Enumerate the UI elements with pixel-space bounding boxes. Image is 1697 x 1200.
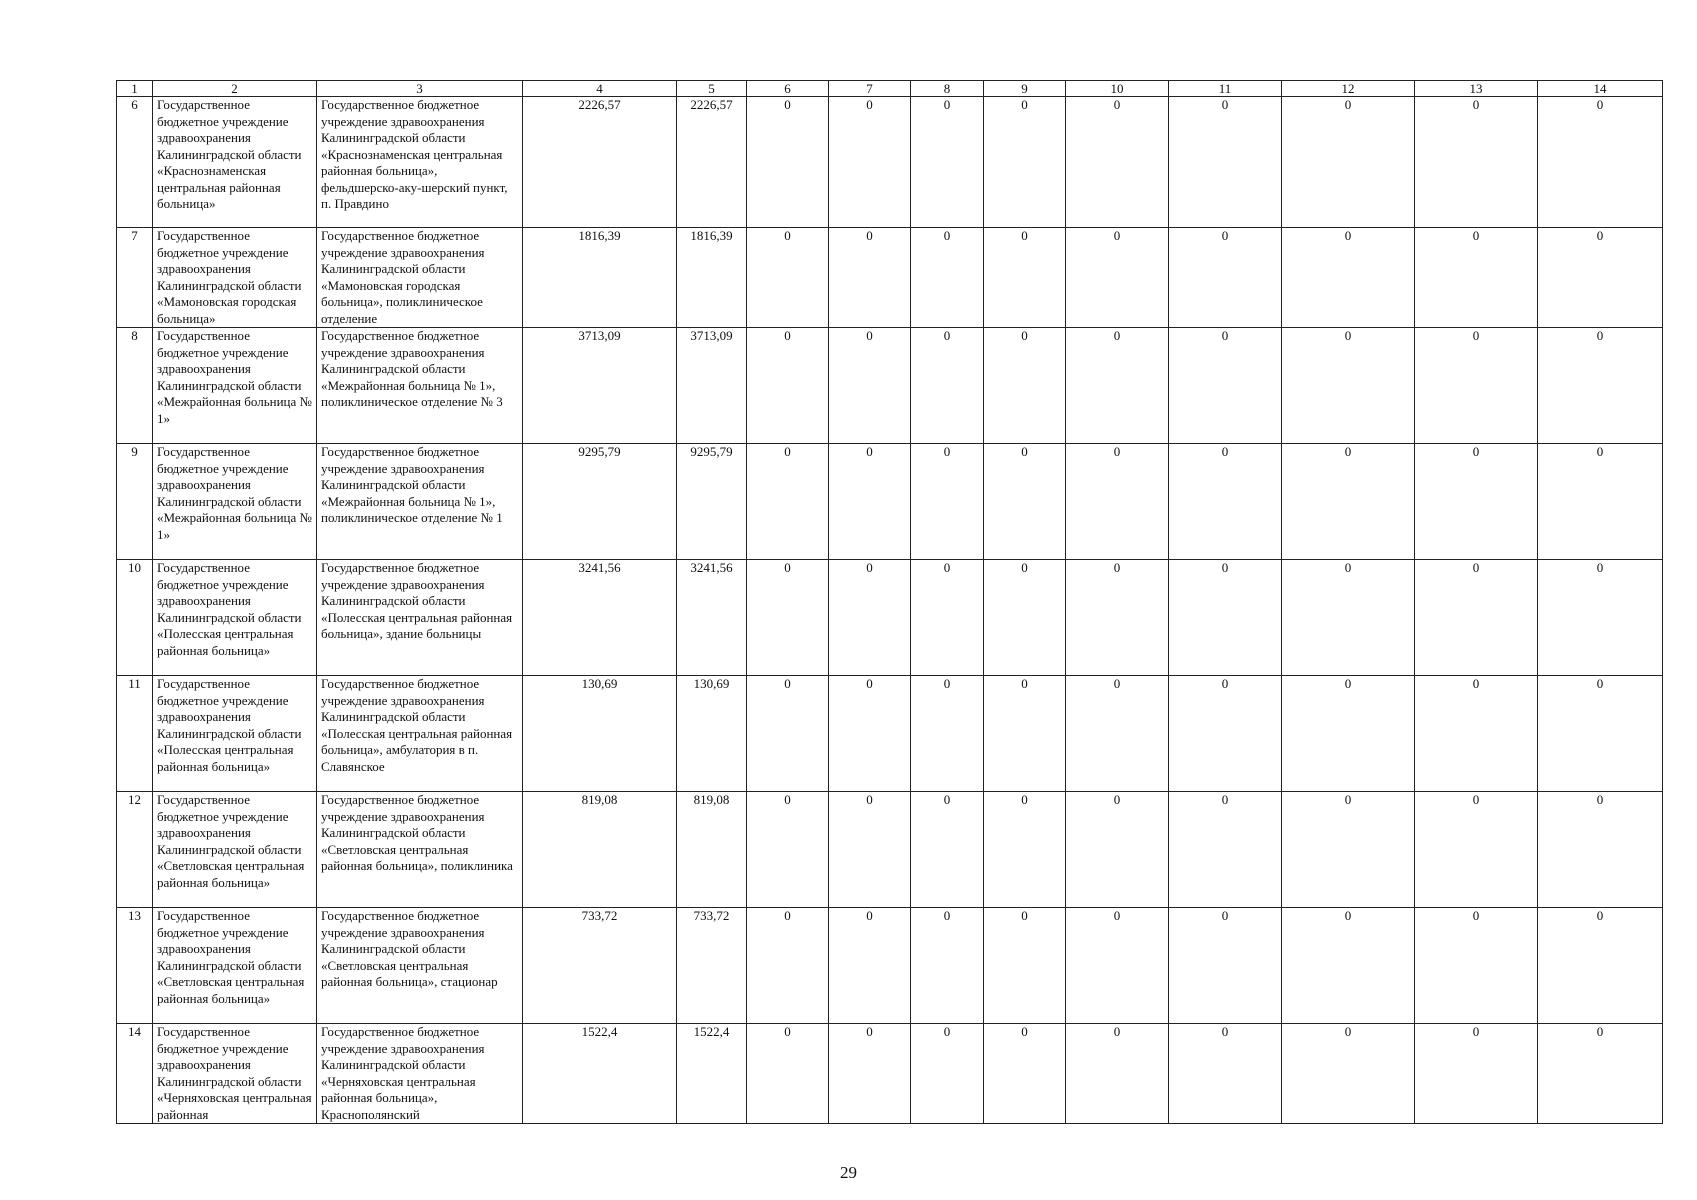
value-col4-cell: 1522,4 [523,1024,677,1124]
organization-cell: Государственное бюджетное учреждение здравоохранения Калининградской области «Межрайонная больница № 1» [153,328,317,444]
table-body [117,97,1663,1124]
column-number-12: 12 [1282,81,1415,97]
value-col12-cell: 0 [1282,328,1415,444]
value-col9-cell: 0 [984,228,1066,328]
value-col5-cell: 1816,39 [677,228,747,328]
value-col7-cell: 0 [829,328,911,444]
table-row [117,444,1663,560]
value-col6-cell: 0 [747,908,829,1024]
document-page [116,80,1662,1124]
facility-cell: Государственное бюджетное учреждение здравоохранения Калининградской области «Светловская центральная районная больница», поликлиника [317,792,523,908]
value-col4-cell: 2226,57 [523,97,677,228]
value-col12-cell: 0 [1282,560,1415,676]
row-number-cell: 14 [117,1024,153,1124]
row-number-cell: 7 [117,228,153,328]
row-number-cell: 9 [117,444,153,560]
value-col11-cell: 0 [1169,228,1282,328]
row-number-cell: 6 [117,97,153,228]
value-col9-cell: 0 [984,1024,1066,1124]
column-number-header-row [117,81,1663,97]
column-number-13: 13 [1415,81,1538,97]
table-row [117,676,1663,792]
row-number-cell: 11 [117,676,153,792]
value-col14-cell: 0 [1538,792,1663,908]
page-number: 29 [840,1163,857,1182]
facility-cell: Государственное бюджетное учреждение здравоохранения Калининградской области «Межрайонная больница № 1», поликлиническое отделение № 1 [317,444,523,560]
table-row [117,792,1663,908]
value-col9-cell: 0 [984,908,1066,1024]
value-col6-cell: 0 [747,560,829,676]
value-col10-cell: 0 [1066,228,1169,328]
value-col14-cell: 0 [1538,1024,1663,1124]
row-number-cell: 13 [117,908,153,1024]
column-number-1: 1 [117,81,153,97]
value-col11-cell: 0 [1169,560,1282,676]
value-col8-cell: 0 [911,328,984,444]
value-col13-cell: 0 [1415,444,1538,560]
value-col9-cell: 0 [984,444,1066,560]
value-col10-cell: 0 [1066,444,1169,560]
value-col12-cell: 0 [1282,97,1415,228]
value-col9-cell: 0 [984,792,1066,908]
value-col6-cell: 0 [747,444,829,560]
value-col12-cell: 0 [1282,908,1415,1024]
table-row [117,560,1663,676]
value-col4-cell: 3713,09 [523,328,677,444]
value-col8-cell: 0 [911,908,984,1024]
column-number-6: 6 [747,81,829,97]
value-col6-cell: 0 [747,676,829,792]
value-col12-cell: 0 [1282,792,1415,908]
value-col5-cell: 130,69 [677,676,747,792]
table-row [117,97,1663,228]
value-col6-cell: 0 [747,792,829,908]
value-col7-cell: 0 [829,97,911,228]
value-col6-cell: 0 [747,328,829,444]
column-number-11: 11 [1169,81,1282,97]
value-col10-cell: 0 [1066,676,1169,792]
column-number-5: 5 [677,81,747,97]
value-col5-cell: 819,08 [677,792,747,908]
value-col10-cell: 0 [1066,328,1169,444]
organization-cell: Государственное бюджетное учреждение здравоохранения Калининградской области «Светловская центральная районная больница» [153,792,317,908]
value-col10-cell: 0 [1066,97,1169,228]
value-col14-cell: 0 [1538,560,1663,676]
column-number-10: 10 [1066,81,1169,97]
facility-cell: Государственное бюджетное учреждение здравоохранения Калининградской области «Светловская центральная районная больница», стационар [317,908,523,1024]
value-col8-cell: 0 [911,97,984,228]
value-col11-cell: 0 [1169,97,1282,228]
value-col14-cell: 0 [1538,676,1663,792]
value-col4-cell: 733,72 [523,908,677,1024]
value-col10-cell: 0 [1066,908,1169,1024]
column-number-3: 3 [317,81,523,97]
value-col14-cell: 0 [1538,908,1663,1024]
value-col7-cell: 0 [829,444,911,560]
value-col11-cell: 0 [1169,1024,1282,1124]
organization-cell: Государственное бюджетное учреждение здравоохранения Калининградской области «Межрайонная больница № 1» [153,444,317,560]
value-col11-cell: 0 [1169,328,1282,444]
value-col5-cell: 9295,79 [677,444,747,560]
value-col7-cell: 0 [829,560,911,676]
row-number-cell: 12 [117,792,153,908]
value-col4-cell: 1816,39 [523,228,677,328]
value-col7-cell: 0 [829,676,911,792]
table-row [117,1024,1663,1124]
value-col6-cell: 0 [747,228,829,328]
value-col12-cell: 0 [1282,1024,1415,1124]
column-number-7: 7 [829,81,911,97]
value-col7-cell: 0 [829,792,911,908]
facility-cell: Государственное бюджетное учреждение здравоохранения Калининградской области «Краснознаменская центральная районная больница», фельдшерско-аку-шерский пункт, п. Правдино [317,97,523,228]
facility-cell: Государственное бюджетное учреждение здравоохранения Калининградской области «Черняховская центральная районная больница», Краснополянский [317,1024,523,1124]
value-col11-cell: 0 [1169,908,1282,1024]
value-col5-cell: 3241,56 [677,560,747,676]
value-col13-cell: 0 [1415,676,1538,792]
value-col8-cell: 0 [911,792,984,908]
value-col14-cell: 0 [1538,328,1663,444]
value-col5-cell: 3713,09 [677,328,747,444]
organization-cell: Государственное бюджетное учреждение здравоохранения Калининградской области «Черняховская центральная районная [153,1024,317,1124]
organization-cell: Государственное бюджетное учреждение здравоохранения Калининградской области «Полесская центральная районная больница» [153,560,317,676]
organization-cell: Государственное бюджетное учреждение здравоохранения Калининградской области «Полесская центральная районная больница» [153,676,317,792]
value-col12-cell: 0 [1282,676,1415,792]
value-col10-cell: 0 [1066,560,1169,676]
value-col8-cell: 0 [911,560,984,676]
value-col4-cell: 9295,79 [523,444,677,560]
value-col7-cell: 0 [829,908,911,1024]
value-col5-cell: 1522,4 [677,1024,747,1124]
value-col10-cell: 0 [1066,792,1169,908]
value-col13-cell: 0 [1415,228,1538,328]
value-col14-cell: 0 [1538,228,1663,328]
value-col6-cell: 0 [747,1024,829,1124]
organization-cell: Государственное бюджетное учреждение здравоохранения Калининградской области «Краснознаменская центральная районная больница» [153,97,317,228]
organization-cell: Государственное бюджетное учреждение здравоохранения Калининградской области «Мамоновская городская больница» [153,228,317,328]
value-col11-cell: 0 [1169,792,1282,908]
facility-cell: Государственное бюджетное учреждение здравоохранения Калининградской области «Полесская центральная районная больница», амбулатория в п. Славянское [317,676,523,792]
value-col12-cell: 0 [1282,444,1415,560]
column-number-4: 4 [523,81,677,97]
value-col9-cell: 0 [984,328,1066,444]
column-number-8: 8 [911,81,984,97]
value-col6-cell: 0 [747,97,829,228]
table-row [117,908,1663,1024]
value-col4-cell: 130,69 [523,676,677,792]
value-col5-cell: 2226,57 [677,97,747,228]
value-col8-cell: 0 [911,228,984,328]
value-col11-cell: 0 [1169,676,1282,792]
value-col7-cell: 0 [829,228,911,328]
value-col13-cell: 0 [1415,328,1538,444]
value-col4-cell: 3241,56 [523,560,677,676]
value-col14-cell: 0 [1538,97,1663,228]
value-col5-cell: 733,72 [677,908,747,1024]
table-row [117,328,1663,444]
value-col13-cell: 0 [1415,1024,1538,1124]
facility-cell: Государственное бюджетное учреждение здравоохранения Калининградской области «Мамоновская городская больница», поликлиническое отделение [317,228,523,328]
value-col11-cell: 0 [1169,444,1282,560]
column-number-9: 9 [984,81,1066,97]
row-number-cell: 10 [117,560,153,676]
value-col14-cell: 0 [1538,444,1663,560]
facility-cell: Государственное бюджетное учреждение здравоохранения Калининградской области «Межрайонная больница № 1», поликлиническое отделение № 3 [317,328,523,444]
facility-cell: Государственное бюджетное учреждение здравоохранения Калининградской области «Полесская центральная районная больница», здание больницы [317,560,523,676]
column-number-2: 2 [153,81,317,97]
value-col12-cell: 0 [1282,228,1415,328]
value-col9-cell: 0 [984,97,1066,228]
value-col13-cell: 0 [1415,908,1538,1024]
value-col8-cell: 0 [911,444,984,560]
value-col8-cell: 0 [911,676,984,792]
value-col4-cell: 819,08 [523,792,677,908]
value-col8-cell: 0 [911,1024,984,1124]
value-col10-cell: 0 [1066,1024,1169,1124]
value-col7-cell: 0 [829,1024,911,1124]
value-col13-cell: 0 [1415,792,1538,908]
organization-cell: Государственное бюджетное учреждение здравоохранения Калининградской области «Светловская центральная районная больница» [153,908,317,1024]
value-col13-cell: 0 [1415,97,1538,228]
table-row [117,228,1663,328]
value-col9-cell: 0 [984,560,1066,676]
data-table [116,80,1663,1124]
column-number-14: 14 [1538,81,1663,97]
value-col9-cell: 0 [984,676,1066,792]
value-col13-cell: 0 [1415,560,1538,676]
row-number-cell: 8 [117,328,153,444]
